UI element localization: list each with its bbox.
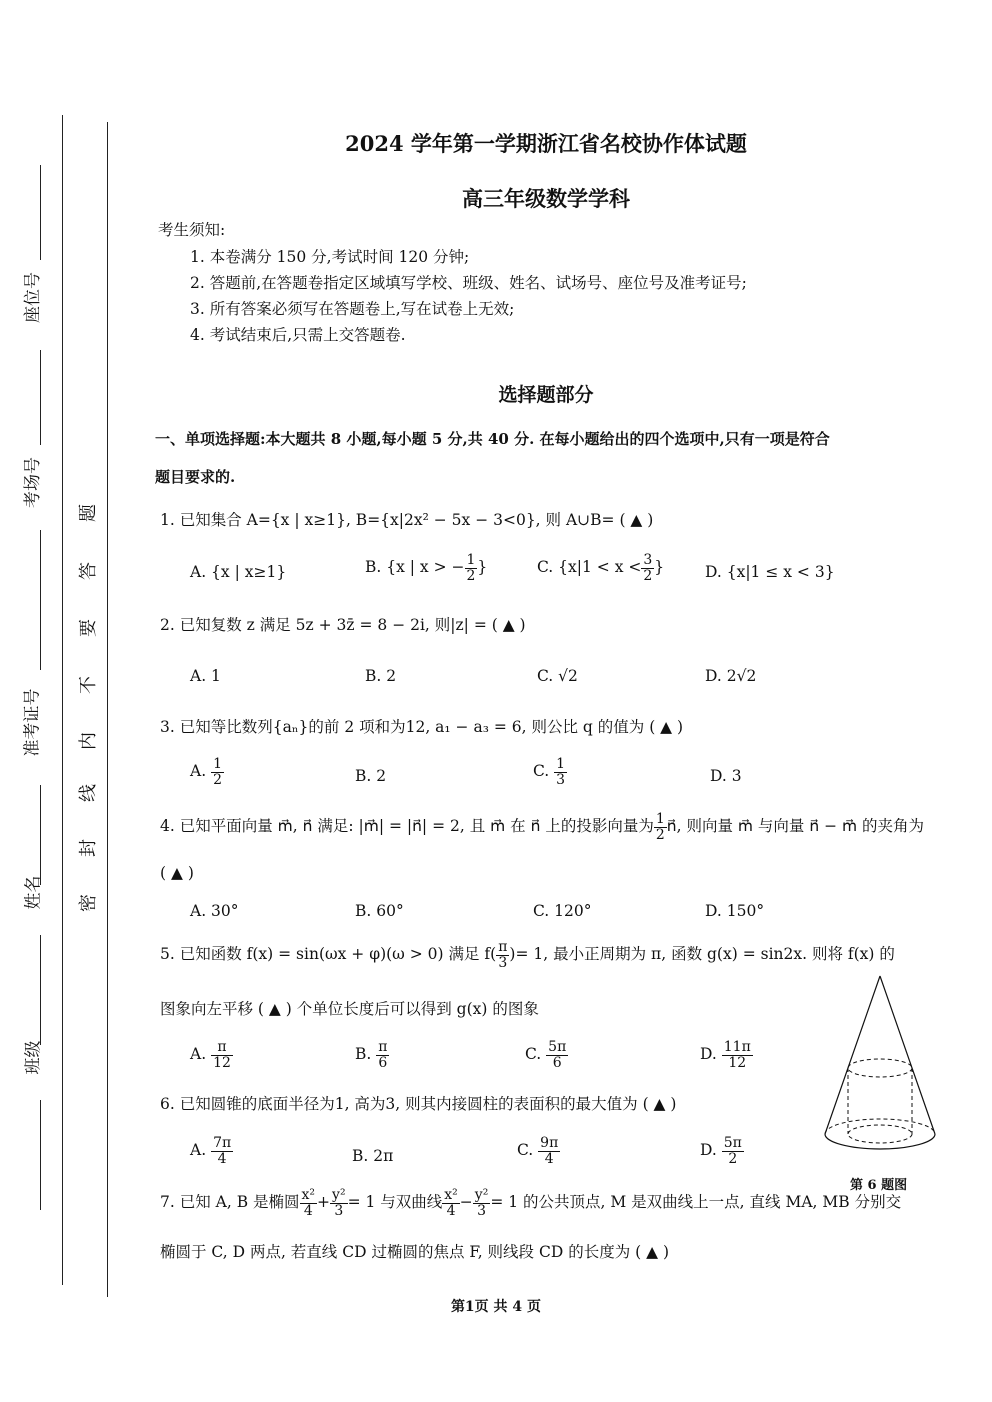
notice-heading: 考生须知:: [158, 221, 226, 239]
q3-option-a: A. $\frac{1}{2}$: [190, 756, 222, 788]
question-5-stem: 5. 已知函数 f(x) = sin(ωx + φ)(ω > 0) 满足 f( $\frac{\pi}{3}$ )= 1, 最小正周期为 π, 函数 g(x) = sin2x. 则将 f(x) 的: [160, 939, 895, 971]
q1-option-b: B. {x | x > − $\frac{1}{2}$ }: [365, 552, 488, 584]
room-blank: [40, 350, 41, 445]
cone-left-edge: [825, 976, 880, 1134]
section-title: 选择题部分: [498, 384, 594, 406]
q1-option-d: D. {x|1 ≤ x < 3}: [705, 563, 835, 581]
class-label: 班级: [23, 1040, 44, 1075]
question-4-stem-cont: ( ▲ ): [160, 864, 194, 882]
admission-label: 准考证号: [22, 688, 43, 757]
question-3-stem: 3. 已知等比数列{aₙ}的前 2 项和为12, a₁ − a₃ = 6, 则公比 q 的值为 ( ▲ ): [160, 718, 684, 736]
binding-line-right: [107, 122, 108, 1297]
cone-base-front: [825, 1134, 935, 1149]
cone-figure: [815, 970, 945, 1170]
q3-option-c: C. $\frac{1}{3}$: [533, 756, 566, 788]
q4-option-b: B. 60°: [355, 902, 404, 920]
seal-char: 要: [78, 619, 99, 637]
page-footer: 第1页 共 4 页: [450, 1299, 542, 1315]
question-7-stem-cont: 椭圆于 C, D 两点, 若直线 CD 过椭圆的焦点 F, 则线段 CD 的长度为 ( ▲ ): [160, 1243, 669, 1261]
q5-option-c: C. $\frac{5\pi}{6}$: [525, 1039, 567, 1071]
q1-option-a: A. {x | x≥1}: [190, 563, 287, 581]
question-5-stem-cont: 图象向左平移 ( ▲ ) 个单位长度后可以得到 g(x) 的图象: [160, 1000, 539, 1018]
q6-option-a: A. $\frac{7\pi}{4}$: [190, 1135, 232, 1167]
q4-option-c: C. 120°: [533, 902, 592, 920]
cone-right-edge: [880, 976, 935, 1134]
q5-option-d: D. $\frac{11\pi}{12}$: [700, 1039, 751, 1071]
question-7-stem: 7. 已知 A, B 是椭圆 $\frac{\text{x²}}{4}$ + $\frac{\text{y²}}{3}$ = 1 与双曲线 $\frac{\text{x²}}{4}$ − $\frac{\text{y²}}{3}$ = 1 的公共顶点, M 是双曲线上一点, 直线 MA, MB 分别交: [160, 1187, 902, 1219]
q3-option-b: B. 2: [355, 767, 387, 785]
q4-option-a: A. 30°: [190, 902, 239, 920]
question-2-stem: 2. 已知复数 z 满足 5z + 3z̄ = 8 − 2i, 则|z| = ( ▲ ): [160, 616, 526, 634]
q2-option-b: B. 2: [365, 667, 397, 685]
cylinder-bottom: [848, 1125, 912, 1143]
seat-blank: [40, 165, 41, 260]
part1-instructions-cont: 题目要求的.: [155, 468, 236, 486]
q6-option-d: D. $\frac{5\pi}{2}$: [700, 1135, 742, 1167]
notice-item: 4. 考试结束后,只需上交答题卷.: [190, 326, 406, 344]
notice-item: 1. 本卷满分 150 分,考试时间 120 分钟;: [190, 248, 470, 266]
q6-option-b: B. 2π: [352, 1147, 394, 1165]
q3-option-d: D. 3: [710, 767, 742, 785]
q5-option-b: B. $\frac{\pi}{6}$: [355, 1039, 388, 1071]
room-label: 考场号: [23, 457, 43, 508]
seat-label: 座位号: [23, 272, 43, 323]
subject-title: 高三年级数学学科: [462, 186, 630, 211]
q6-option-c: C. $\frac{9\pi}{4}$: [517, 1135, 559, 1167]
q4-option-d: D. 150°: [705, 902, 765, 920]
question-1-stem: 1. 已知集合 A={x | x≥1}, B={x|2x² − 5x − 3<0}, 则 A∪B= ( ▲ ): [160, 511, 654, 529]
q2-option-c: C. √2: [537, 667, 578, 685]
seal-char: 答: [78, 562, 99, 580]
name-blank: [40, 785, 41, 885]
name-label: 姓名: [23, 875, 44, 910]
seal-char: 题: [78, 504, 99, 522]
admission-blank: [40, 530, 41, 670]
part1-instructions: 一、单项选择题:本大题共 8 小题,每小题 5 分,共 40 分. 在每小题给出的四个选项中,只有一项是符合: [155, 430, 830, 448]
seal-char: 不: [78, 676, 99, 694]
notice-item: 3. 所有答案必须写在答题卷上,写在试卷上无效;: [190, 300, 515, 318]
question-4-stem: 4. 已知平面向量 m⃗, n⃗ 满足: |m⃗| = |n⃗| = 2, 且 m⃗ 在 n⃗ 上的投影向量为 $\frac{1}{2}$ n⃗, 则向量 m⃗ 与向量 n⃗ − m⃗ 的夹角为: [160, 811, 925, 843]
notice-item: 2. 答题前,在答题卷指定区域填写学校、班级、姓名、试场号、座位号及准考证号;: [190, 274, 747, 292]
class-blank: [40, 935, 41, 1045]
q2-option-a: A. 1: [190, 667, 221, 685]
seal-char: 封: [78, 839, 99, 857]
figure-caption: 第 6 题图: [850, 1178, 908, 1193]
cylinder-top: [848, 1059, 912, 1077]
cone-base-back: [825, 1119, 935, 1134]
q2-option-d: D. 2√2: [705, 667, 757, 685]
school-blank: [40, 1100, 41, 1210]
seal-char: 线: [78, 784, 99, 802]
question-6-stem: 6. 已知圆锥的底面半径为1, 高为3, 则其内接圆柱的表面积的最大值为 ( ▲ ): [160, 1095, 677, 1113]
q1-option-c: C. {x|1 < x < $\frac{3}{2}$ }: [537, 552, 665, 584]
seal-char: 内: [78, 732, 99, 750]
q5-option-a: A. $\frac{\pi}{12}$: [190, 1039, 231, 1071]
exam-title: 2024 学年第一学期浙江省名校协作体试题: [345, 131, 747, 156]
seal-char: 密: [78, 894, 99, 912]
binding-line-left: [62, 115, 63, 1285]
